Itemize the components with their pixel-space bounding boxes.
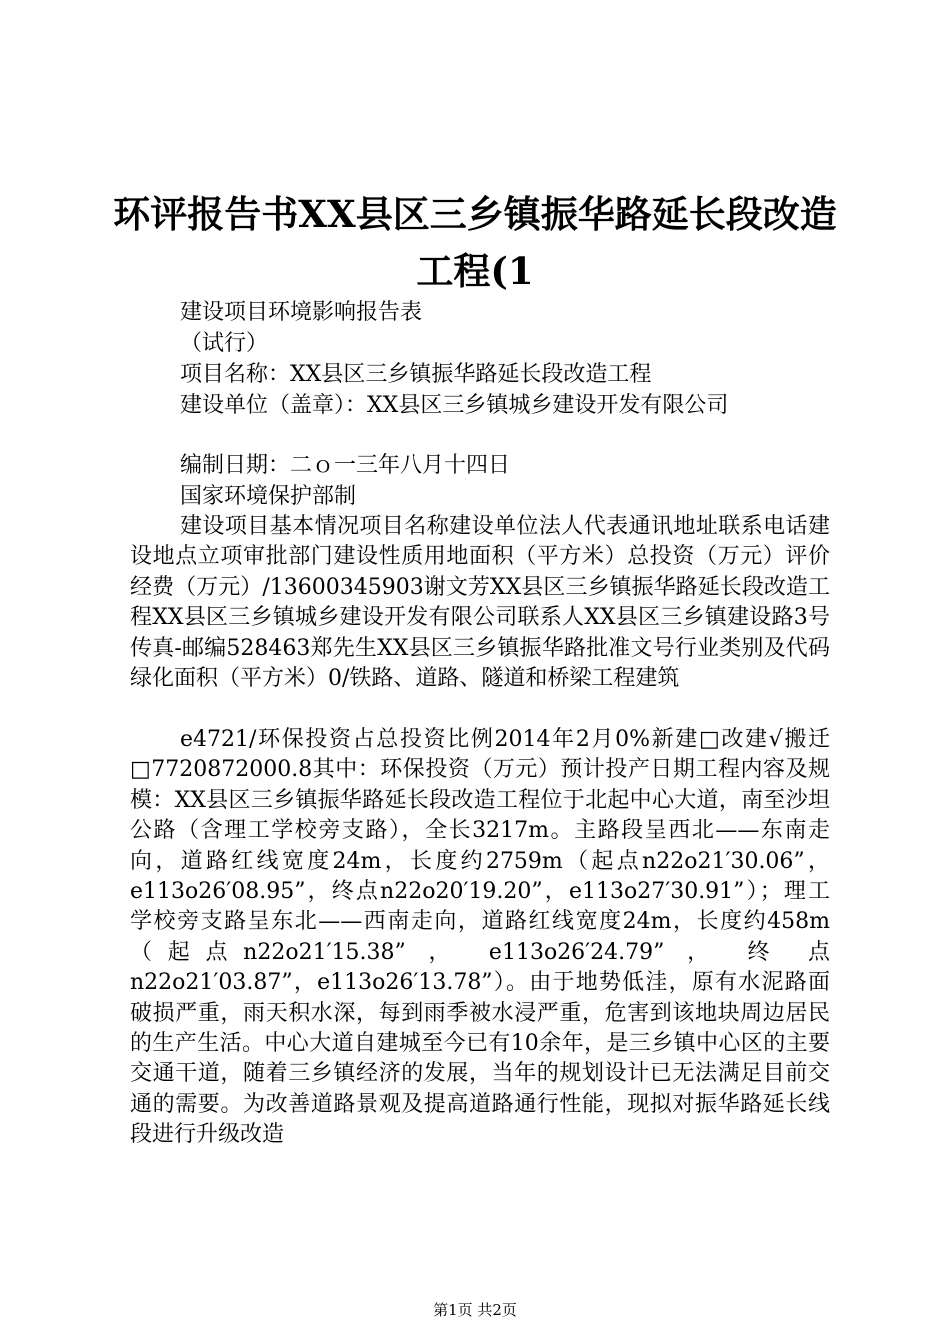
construction-unit-line: 建设单位（盖章）：XX县区三乡镇城乡建设开发有限公司 [180,393,729,418]
paragraph-basic-info: 建设项目基本情况项目名称建设单位法人代表通讯地址联系电话建设地点立项审批部门建设性质用地面积（平方米）总投资（万元）评价经费（万元）/13600345903谢文芳XX县区三乡镇振华路延长段改造工程XX县区三乡镇城乡建设开发有限公司联系人XX县区三乡镇建设路3号传真-邮编528463郑先生XX县区三乡镇振华路批准文号行业类别及代码绿化面积（平方米）0/铁路、道路、隧道和桥梁工程建筑 [130,514,830,692]
issuer-line: 国家环境保护部制 [180,484,357,509]
page-footer: 第1页 共2页 [433,1301,517,1319]
paragraph-project-scope: e4721/环保投资占总投资比例2014年2月0%新建□改建√搬迁□7720872000.8其中：环保投资（万元）预计投产日期工程内容及规模：XX县区三乡镇振华路延长段改造工程位于北起中心大道，南至沙坦公路（含理工学校旁支路），全长3217m。主路段呈西北——东南走向，道路红线宽度24m，长度约2759m（起点n22o21′30.06”，e113o26′08.95”，终点n22o20′19.20”，e113o27′30.91”）；理工学校旁支路呈东北——西南走向，道路红线宽度24m，长度约458m（起点n22o21′15.38” ， e113o26′24.79” ， 终 点 n22o21′03.87”，e113o26′13.78”）。由于地势低洼，原有水泥路面破损严重，雨天积水深，每到雨季被水浸严重，危害到该地块周边居民的生产生活。中心大道自建城至今已有10余年，是三乡镇中心区的主要交通干道，随着三乡镇经济的发展，当年的规划设计已无法满足目前交通的需要。为改善道路景观及提高道路通行性能，现拟对振华路延长线段进行升级改造 [130,727,830,1148]
compile-date-line: 编制日期：二ｏ一三年八月十四日 [180,453,511,478]
form-name-line: 建设项目环境影响报告表 [180,300,423,325]
project-name-line: 项目名称：XX县区三乡镇振华路延长段改造工程 [180,362,652,387]
document-title [90,186,860,300]
title-line-1: 环评报告书XX县区三乡镇振华路延长段改造 [113,192,837,236]
trial-note-line: （试行） [180,331,269,356]
title-line-2: 工程(1 [416,249,534,293]
